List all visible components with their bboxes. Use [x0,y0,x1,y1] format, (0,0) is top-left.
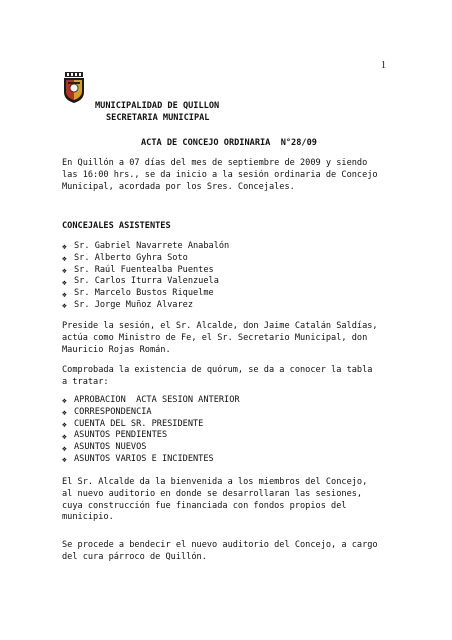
header-secretariat: SECRETARIA MUNICIPAL [106,113,210,123]
quorum-line: a tratar: [62,376,109,387]
welcome-paragraph [62,477,367,524]
diamond-bullet-icon: ❖ [62,277,67,287]
presides-line: actúa como Ministro de Fe, el Sr. Secretario Municipal, don [62,332,368,343]
attendee-name: Sr. Gabriel Navarrete Anabalón [74,241,230,251]
blessing-line: del cura párroco de Quillón. [62,551,207,562]
agenda-item: CUENTA DEL SR. PRESIDENTE [74,418,204,429]
diamond-bullet-icon: ❖ [62,443,67,453]
presides-line: Preside la sesión, el Sr. Alcalde, don Jaime Catalán Saldías, [62,321,378,331]
agenda-item: ASUNTOS VARIOS E INCIDENTES [74,453,214,464]
intro-line: las 16:00 hrs., se da inicio a la sesión ordinaria de Concejo [62,169,378,180]
attendee-name: Sr. Marcelo Bustos Riquelme [74,288,214,299]
municipal-crest-icon [62,72,86,104]
attendees-list [62,241,229,312]
attendee-name: Sr. Carlos Iturra Valenzuela [74,276,219,287]
attendee-name: Sr. Alberto Gyhra Soto [74,252,188,263]
diamond-bullet-icon: ❖ [62,408,67,418]
list-item [62,419,240,431]
list-item [62,241,229,253]
intro-line: En Quillón a 07 días del mes de septiembre de 2009 y siendo [62,158,368,168]
list-item [62,442,240,454]
diamond-bullet-icon: ❖ [62,396,67,406]
list-item [62,300,229,312]
diamond-bullet-icon: ❖ [62,301,67,311]
document-title: ACTA DE CONCEJO ORDINARIA N°28/09 [141,138,317,148]
attendee-name: Sr. Jorge Muñoz Alvarez [74,299,193,310]
attendee-name: Sr. Raúl Fuentealba Puentes [74,264,214,275]
header-municipality: MUNICIPALIDAD DE QUILLON [95,101,220,111]
diamond-bullet-icon: ❖ [62,419,67,429]
welcome-line: El Sr. Alcalde da la bienvenida a los miembros del Concejo, [62,477,368,487]
diamond-bullet-icon: ❖ [62,455,67,465]
list-item [62,395,240,407]
diamond-bullet-icon: ❖ [62,289,67,299]
list-item [62,454,240,466]
presides-paragraph [62,321,378,356]
quorum-paragraph [62,365,372,389]
page-number: 1 [381,60,386,71]
list-item [62,276,229,288]
diamond-bullet-icon: ❖ [62,431,67,441]
agenda-item: ASUNTOS NUEVOS [74,442,147,453]
attendees-heading: CONCEJALES ASISTENTES [62,221,171,231]
intro-line: Municipal, acordada por los Sres. Concejales. [62,181,295,192]
diamond-bullet-icon: ❖ [62,254,67,264]
list-item [62,253,229,265]
list-item [62,407,240,419]
blessing-paragraph [62,540,378,564]
agenda-list [62,395,240,466]
list-item [62,265,229,277]
presides-line: Mauricio Rojas Román. [62,344,171,355]
quorum-line: Comprobada la existencia de quórum, se da a conocer la tabla [62,365,373,375]
welcome-line: cuya construcción fue financiada con fondos propios del [62,500,347,511]
blessing-line: Se procede a bendecir el nuevo auditorio del Concejo, a cargo [62,540,378,550]
diamond-bullet-icon: ❖ [62,242,67,252]
agenda-item: CORRESPONDENCIA [74,406,152,417]
diamond-bullet-icon: ❖ [62,265,67,275]
agenda-item: ASUNTOS PENDIENTES [74,430,168,441]
list-item [62,288,229,300]
welcome-line: municipio. [62,512,114,523]
intro-paragraph [62,158,378,193]
agenda-item: APROBACION ACTA SESION ANTERIOR [74,395,240,405]
list-item [62,430,240,442]
welcome-line: al nuevo auditorio en donde se desarrollaran las sesiones, [62,488,363,499]
